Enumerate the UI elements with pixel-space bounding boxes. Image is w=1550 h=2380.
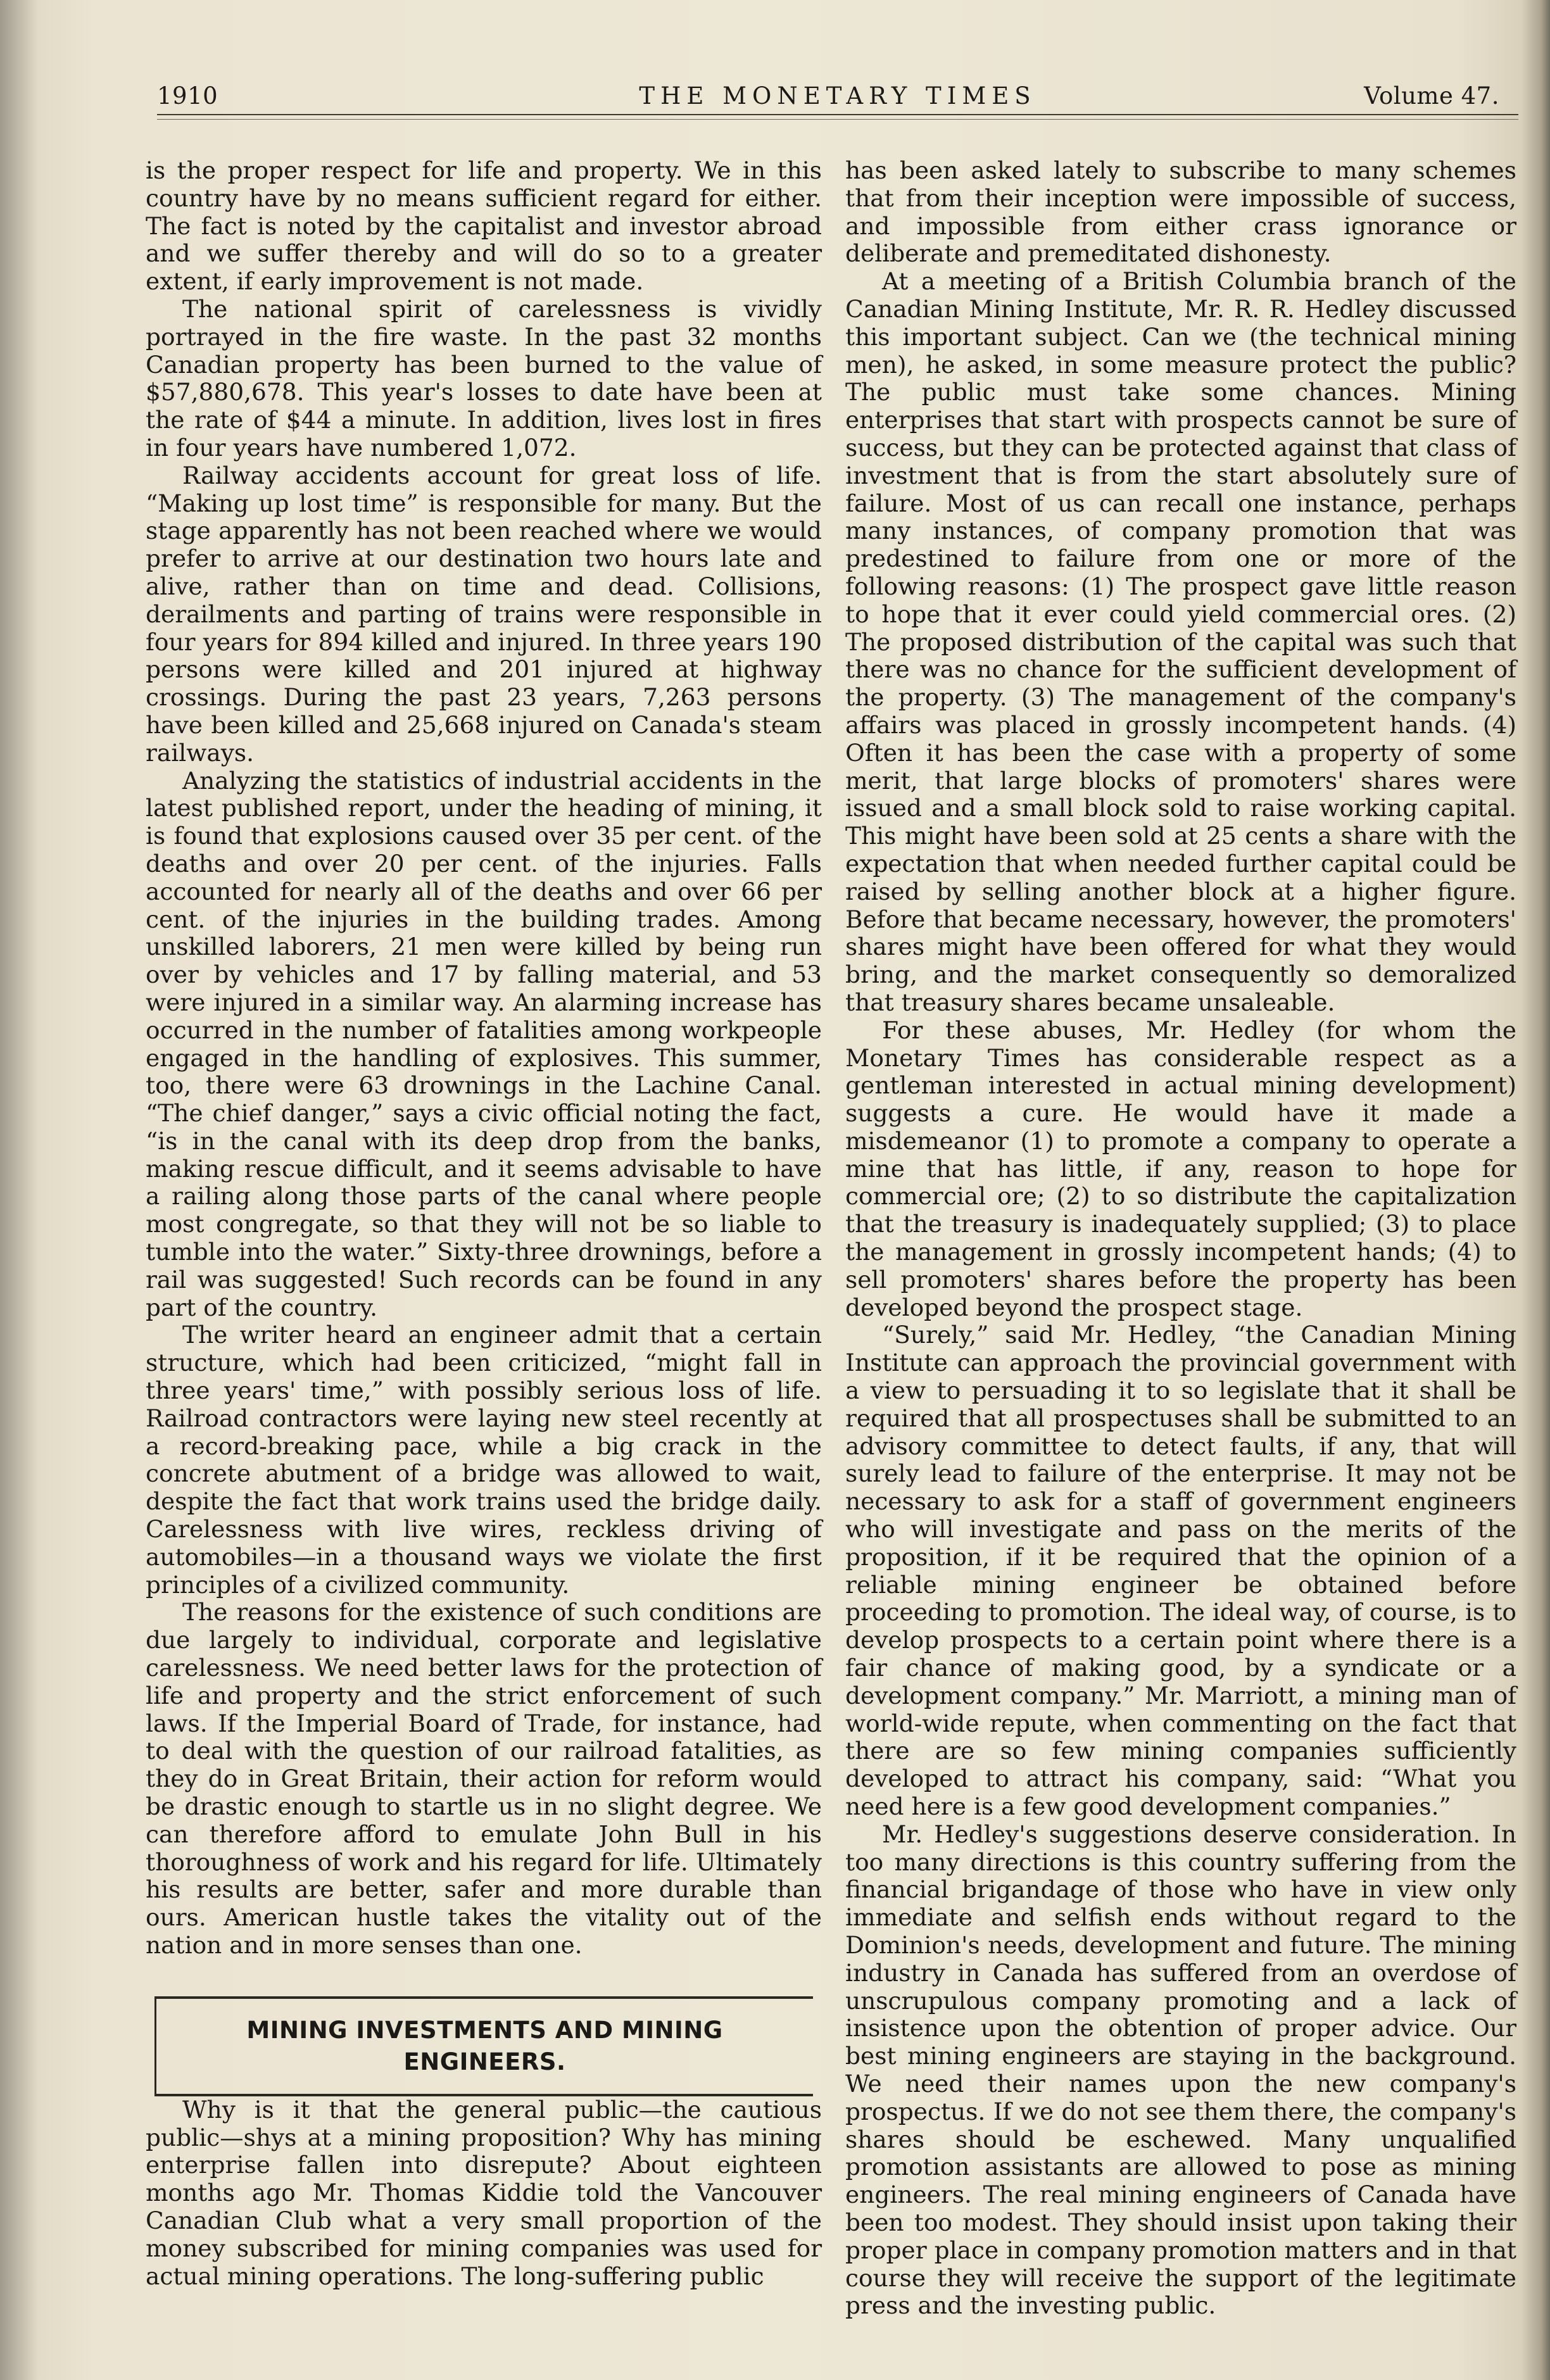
article-paragraph: Mr. Hedley's suggestions deserve consideration. In too many directions is this country suffering from the financial brigandage of those who have in view only immediate and selfish ends without regard to the Dominion's needs, development and future. The mining industry in Canada has suffered from an overdose of unscrupulous company promoting and a lack of insistence upon the obtention of proper advice. Our best mining engineers are staying in the background. We need their names upon the new company's prospectus. If we do not see them there, the company's shares should be eschewed. Many unqualified promotion assistants are allowed to pose as mining engineers. The real mining engineers of Canada have been too modest. They should insist upon taking their proper place in company promotion matters and in that course they will receive the support of the legitimate press and the investing public. [845,1820,1516,2320]
article-headline-box [154,1996,813,2096]
article-paragraph: “Surely,” said Mr. Hedley, “the Canadian Mining Institute can approach the provincial government with a view to persuading it to so legislate that it shall be required that all prospectuses shall be submitted to an advisory committee to detect faults, if any, that will surely lead to failure of the enterprise. It may not be necessary to ask for a staff of government engineers who will investigate and pass on the merits of the proposition, if it be required that the opinion of a reliable mining engineer be obtained before proceeding to promotion. The ideal way, of course, is to develop prospects to a certain point where there is a fair chance of making good, by a syndicate or a development company.” Mr. Marriott, a mining man of world-wide repute, when commenting on the fact that there are so few mining companies sufficiently developed to attract his company, said: “What you need here is a few good development companies.” [845,1321,1516,1821]
volume-label: Volume 47. [1364,82,1499,110]
article-paragraph: has been asked lately to subscribe to many schemes that from their inception were impossible of success, and impossible from either crass ignorance or deliberate and premeditated dishonesty. [845,156,1516,268]
header-rule-thin [157,119,1518,120]
journal-title: THE MONETARY TIMES [639,82,1036,110]
masthead [157,77,1518,115]
page-edge-shadow [1522,0,1550,2380]
article-paragraph: is the proper respect for life and property. We in this country have by no means sufficient regard for either. The fact is noted by the capitalist and investor abroad and we suffer thereby and will do so to a greater extent, if early improvement is not made. [146,156,822,296]
article-paragraph: At a meeting of a British Columbia branch of the Canadian Mining Institute, Mr. R. R. Hedley discussed this important subject. Can we (the technical mining men), he asked, in some measure protect the public? The public must take some chances. Mining enterprises that start with prospects cannot be sure of success, but they can be protected against that class of investment that is from the start absolutely sure of failure. Most of us can recall one instance, perhaps many instances, of company promotion that was predestined to failure from one or more of the following reasons: (1) The prospect gave little reason to hope that it ever could yield commercial ores. (2) The proposed distribution of the capital was such that there was no chance for the sufficient development of the property. (3) The management of the company's affairs was placed in grossly incompetent hands. (4) Often it has been the case with a property of some merit, that large blocks of promoters' shares were issued and a small block sold to raise working capital. This might have been sold at 25 cents a share with the expectation that when needed further capital could be raised by selling another block at a higher figure. Before that became necessary, however, the promoters' shares might have been offered for what they would bring, and the market consequently so demoralized that treasury shares became unsaleable. [845,267,1516,1016]
article-paragraph: Railway accidents account for great loss of life. “Making up lost time” is responsible for many. But the stage apparently has not been reached where we would prefer to arrive at our destination two hours late and alive, rather than on time and dead. Collisions, derailments and parting of trains were responsible in four years for 894 killed and injured. In three years 190 persons were killed and 201 injured at highway crossings. During the past 23 years, 7,263 persons have been killed and 25,668 injured on Canada's steam railways. [146,461,822,767]
article-paragraph: The national spirit of carelessness is vividly portrayed in the fire waste. In the past 32 months Canadian property has been burned to the value of $57,880,678. This year's losses to date have been at the rate of $44 a minute. In addition, lives lost in fires in four years have numbered 1,072. [146,294,822,462]
article-paragraph: The reasons for the existence of such conditions are due largely to individual, corporate and legislative carelessness. We need better laws for the protection of life and property and the strict enforcement of such laws. If the Imperial Board of Trade, for instance, had to deal with the question of our railroad fatalities, as they do in Great Britain, their action for reform would be drastic enough to startle us in no slight degree. We can therefore afford to emulate John Bull in his thoroughness of work and his regard for life. Ultimately his results are better, safer and more durable than ours. American hustle takes the vitality out of the nation and in more senses than one. [146,1598,822,1959]
right-column [845,157,1516,2320]
binding-spine [0,0,38,2380]
article-paragraph: Why is it that the general public—the cautious public—shys at a mining proposition? Why has mining enterprise fallen into disrepute? About eighteen months ago Mr. Thomas Kiddie told the Vancouver Canadian Club what a very small proportion of the money subscribed for mining companies was used for actual mining operations. The long-suffering public [146,2095,822,2290]
page-number: 1910 [157,82,218,110]
article-headline: MINING INVESTMENTS AND MINING ENGINEERS. [246,2016,723,2075]
article-paragraph: Analyzing the statistics of industrial accidents in the latest published report, under the heading of mining, it is found that explosions caused over 35 per cent. of the deaths and over 20 per cent. of the injuries. Falls accounted for nearly all of the deaths and over 66 per cent. of the injuries in the building trades. Among unskilled laborers, 21 men were killed by being run over by vehicles and 17 by falling material, and 53 were injured in a similar way. An alarming increase has occurred in the number of fatalities among workpeople engaged in the handling of explosives. This summer, too, there were 63 drownings in the Lachine Canal. “The chief danger,” says a civic official noting the fact, “is in the canal with its deep drop from the banks, making rescue difficult, and it seems advisable to have a railing along those parts of the canal where people most congregate, so that they will not be so liable to tumble into the water.” Sixty-three drownings, before a rail was suggested! Such records can be found in any part of the country. [146,766,822,1321]
header-rule [157,114,1518,115]
article-paragraph: The writer heard an engineer admit that a certain structure, which had been criticized, “might fall in three years' time,” with possibly serious loss of life. Railroad contractors were laying new steel recently at a record-breaking pace, while a big crack in the concrete abutment of a bridge was allowed to wait, despite the fact that work trains used the bridge daily. Carelessness with live wires, reckless driving of automobiles—in a thousand ways we violate the first principles of a civilized community. [146,1321,822,1599]
article-paragraph: For these abuses, Mr. Hedley (for whom the Monetary Times has considerable respect as a gentleman interested in actual mining development) suggests a cure. He would have it made a misdemeanor (1) to promote a company to operate a mine that has little, if any, reason to hope for commercial ore; (2) to so distribute the capitalization that the treasury is inadequately supplied; (3) to place the management in grossly incompetent hands; (4) to sell promoters' shares before the property has been developed beyond the prospect stage. [845,1016,1516,1321]
left-column [146,157,822,2290]
